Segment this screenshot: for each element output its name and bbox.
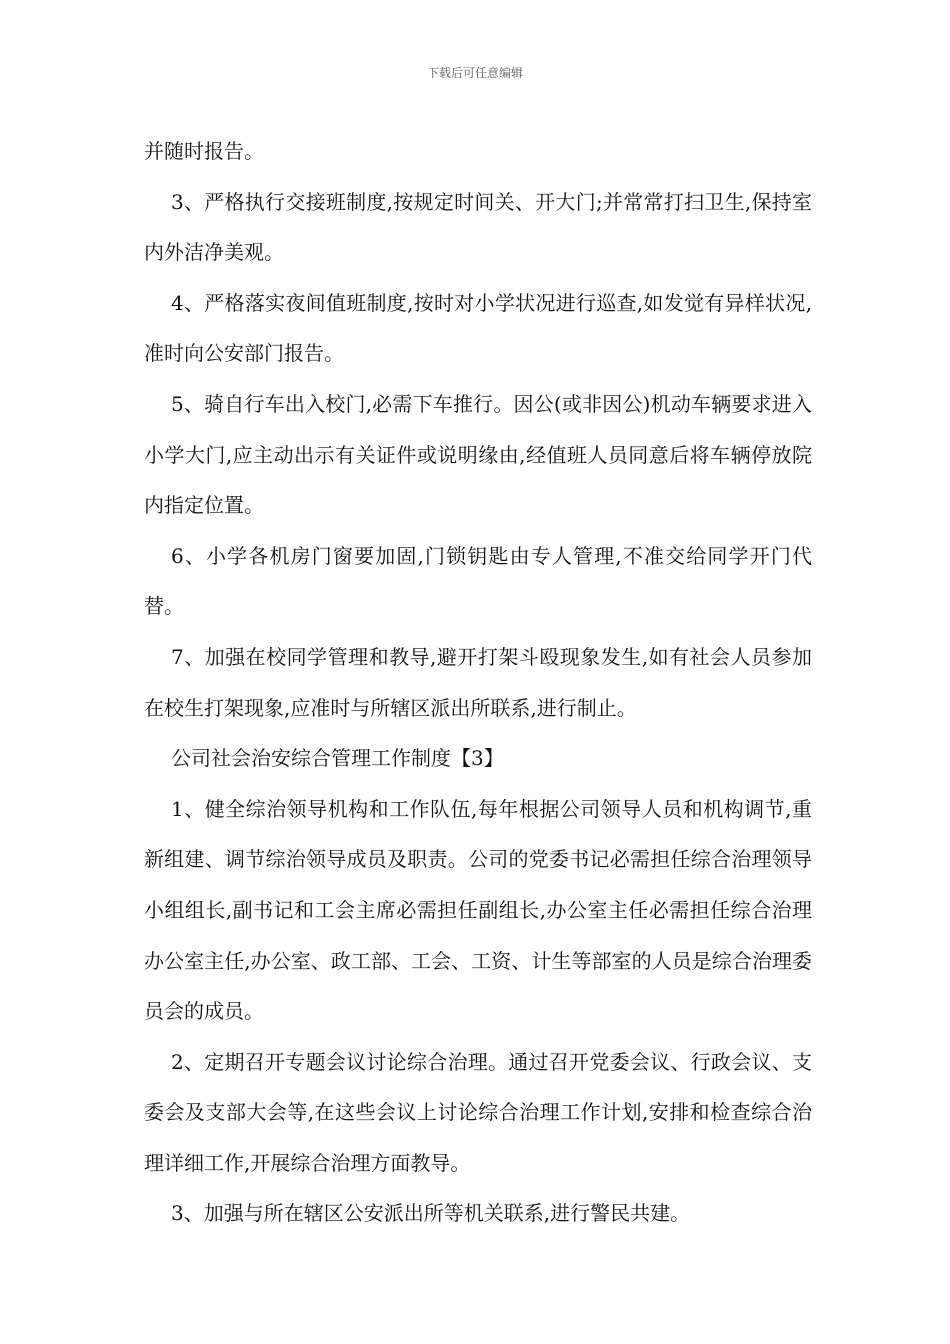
paragraph-section3-item-3: 3、加强与所在辖区公安派出所等机关联系,进行警民共建。 — [171, 1201, 691, 1226]
paragraph-item-4: 4、严格落实夜间值班制度,按时对小学状况进行巡查,如发觉有异样状况,准时向公安部门报告。 — [144, 290, 812, 366]
paragraph-item-3: 3、严格执行交接班制度,按规定时间关、开大门;并常常打扫卫生,保持室内外洁净美观。 — [144, 189, 812, 265]
paragraph-item-6: 6、小学各机房门窗要加固,门锁钥匙由专人管理,不准交给同学开门代替。 — [144, 543, 812, 619]
paragraph-continuation: 并随时报告。 — [144, 139, 264, 163]
page-header: 下载后可任意编辑 — [426, 66, 523, 80]
paragraph-item-5: 5、骑自行车出入校门,必需下车推行。因公(或非因公)机动车辆要求进入小学大门,应主动出示有关证件或说明缘由,经值班人员同意后将车辆停放院内指定位置。 — [144, 391, 812, 518]
section-heading: 公司社会治安综合管理工作制度【3】 — [171, 746, 504, 771]
document-body — [144, 126, 812, 1239]
paragraph-item-7: 7、加强在校同学管理和教导,避开打架斗殴现象发生,如有社会人员参加在校生打架现象,应准时与所辖区派出所联系,进行制止。 — [144, 644, 812, 720]
paragraph-section3-item-2: 2、定期召开专题会议讨论综合治理。通过召开党委会议、行政会议、支委会及支部大会等,在这些会议上讨论综合治理工作计划,安排和检查综合治理详细工作,开展综合治理方面教导。 — [144, 1049, 812, 1175]
paragraph-section3-item-1: 1、健全综治领导机构和工作队伍,每年根据公司领导人员和机构调节,重新组建、调节综治领导成员及职责。公司的党委书记必需担任综合治理领导小组组长,副书记和工会主席必需担任副组长,办公室主任必需担任综合治理办公室主任,办公室、政工部、工会、工资、计生等部室的人员是综合治理委员会的成员。 — [144, 796, 812, 1024]
